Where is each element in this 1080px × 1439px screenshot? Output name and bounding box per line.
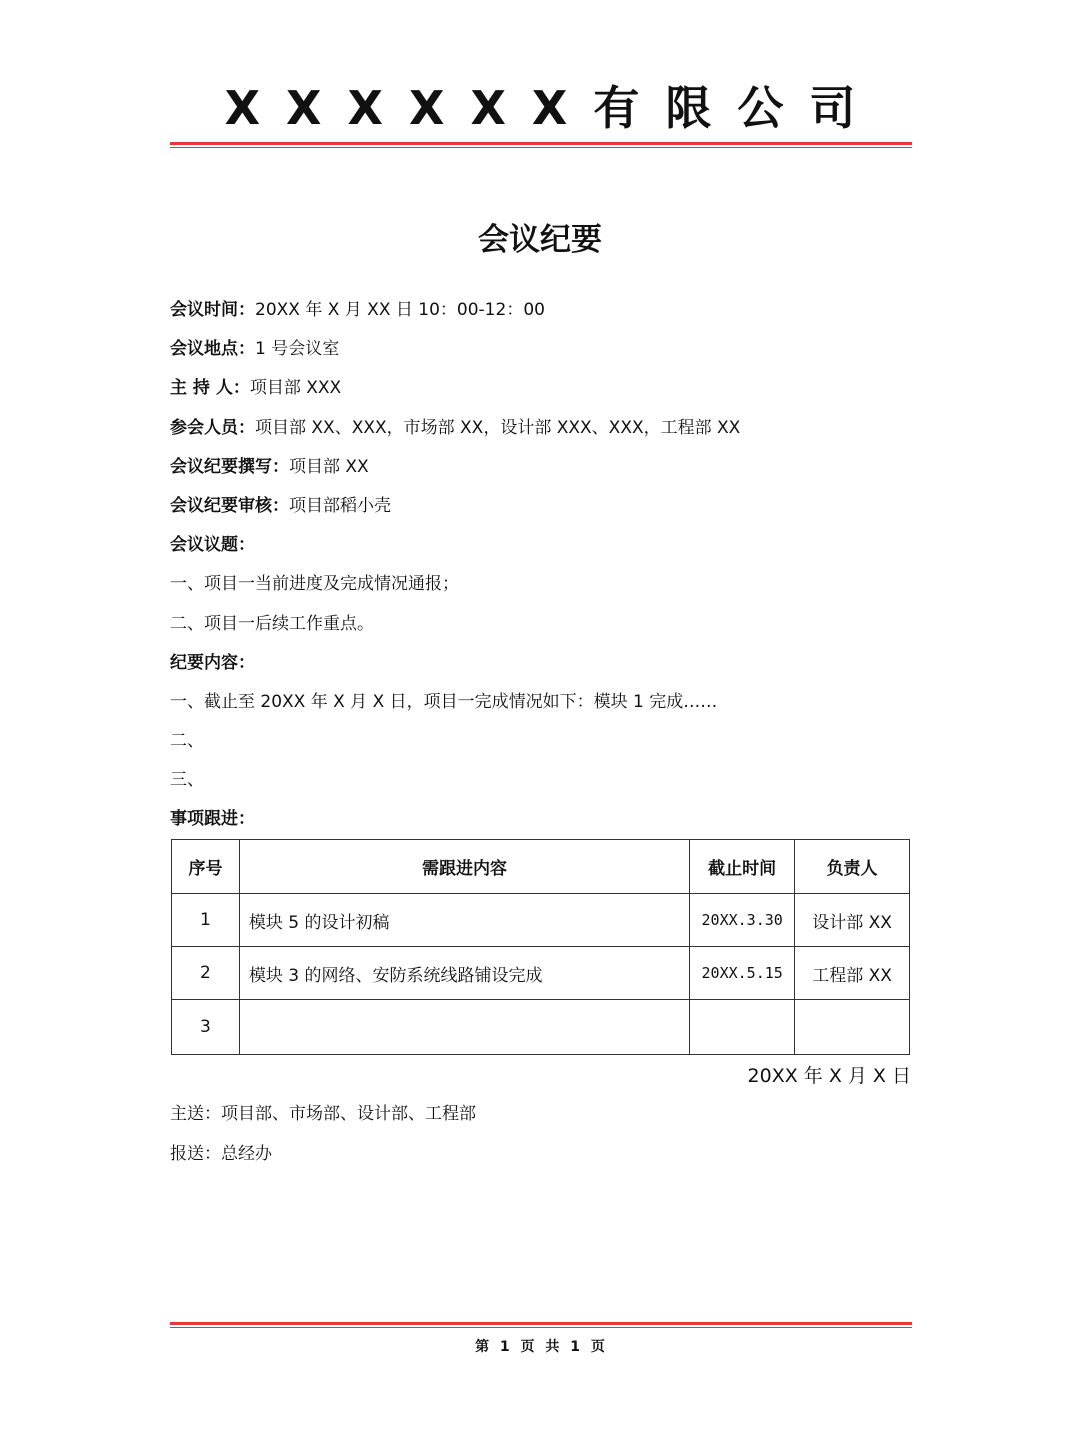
document-title: 会议纪要 [478,222,602,258]
company-name: XXXXXX有限公司 [224,81,882,135]
summary-item: 三、 [170,770,204,791]
main-recipients-row [170,1099,912,1139]
minutes-reviewer-value: 项目部稻小壳 [289,495,391,516]
row-deadline [690,1000,795,1055]
minutes-writer-value: 项目部 XX [289,456,369,477]
report-recipients-label: 报送： [170,1143,221,1164]
column-header-deadline: 截止时间 [690,840,795,894]
host-label: 主 持 人： [170,378,250,399]
report-recipients-row [170,1139,912,1179]
row-number: 1 [172,894,240,947]
summary-heading-row [170,648,912,687]
meeting-location-row [170,334,912,373]
row-number: 2 [172,947,240,1000]
row-owner [795,1000,910,1055]
meeting-time-value: 20XX 年 X 月 XX 日 10：00-12：00 [255,300,545,320]
main-recipients-value: 项目部、市场部、设计部、工程部 [221,1104,476,1124]
row-deadline: 20XX.5.15 [690,947,795,1000]
host-value: 项目部 XXX [249,378,342,399]
table-header-row [172,840,910,894]
minutes-writer-row [170,452,912,491]
attendees-value: 项目部 XX、XXX，市场部 XX，设计部 XXX、XXX，工程部 XX [255,417,741,438]
topics-heading-row [170,530,912,569]
followup-heading-row [170,804,912,843]
meeting-location-label: 会议地点： [170,339,255,360]
distribution-list [170,1099,912,1178]
column-header-no: 序号 [172,840,240,894]
attendees-row [170,413,912,452]
table-row [172,894,910,947]
column-header-content: 需跟进内容 [239,840,689,894]
minutes-writer-label: 会议纪要撰写： [170,456,289,477]
summary-item: 一、截止至 20XX 年 X 月 X 日，项目一完成情况如下：模块 1 完成…… [170,691,718,712]
report-recipients-value: 总经办 [221,1143,272,1164]
summary-item: 二、 [170,731,204,752]
row-owner: 设计部 XX [795,894,910,947]
meeting-time-row [170,295,912,334]
row-content [239,1000,689,1055]
row-content: 模块 5 的设计初稿 [239,894,689,947]
document-date: 20XX 年 X 月 X 日 [747,1065,911,1087]
main-recipients-label: 主送： [170,1104,221,1124]
row-number: 3 [172,1000,240,1055]
row-content: 模块 3 的网络、安防系统线路铺设完成 [239,947,689,1000]
row-owner: 工程部 XX [795,947,910,1000]
header-divider [170,142,912,148]
topic-item: 一、项目一当前进度及完成情况通报； [170,574,459,595]
followup-heading: 事项跟进： [170,809,255,830]
table-row [172,1000,910,1055]
host-row [170,373,912,412]
minutes-reviewer-row [170,491,912,530]
attendees-label: 参会人员： [170,417,255,438]
topics-heading: 会议议题： [170,535,255,556]
row-deadline: 20XX.3.30 [690,894,795,947]
minutes-reviewer-label: 会议纪要审核： [170,495,289,516]
table-row [172,947,910,1000]
summary-heading: 纪要内容： [170,652,255,673]
meeting-location-value: 1 号会议室 [255,339,340,360]
footer-divider [170,1322,912,1328]
topic-item: 二、项目一后续工作重点。 [170,613,374,634]
meeting-time-label: 会议时间： [170,300,255,320]
meeting-details [170,295,912,844]
page-number: 第 1 页 共 1 页 [475,1339,605,1355]
column-header-owner: 负责人 [795,840,910,894]
followup-table [171,839,910,1055]
